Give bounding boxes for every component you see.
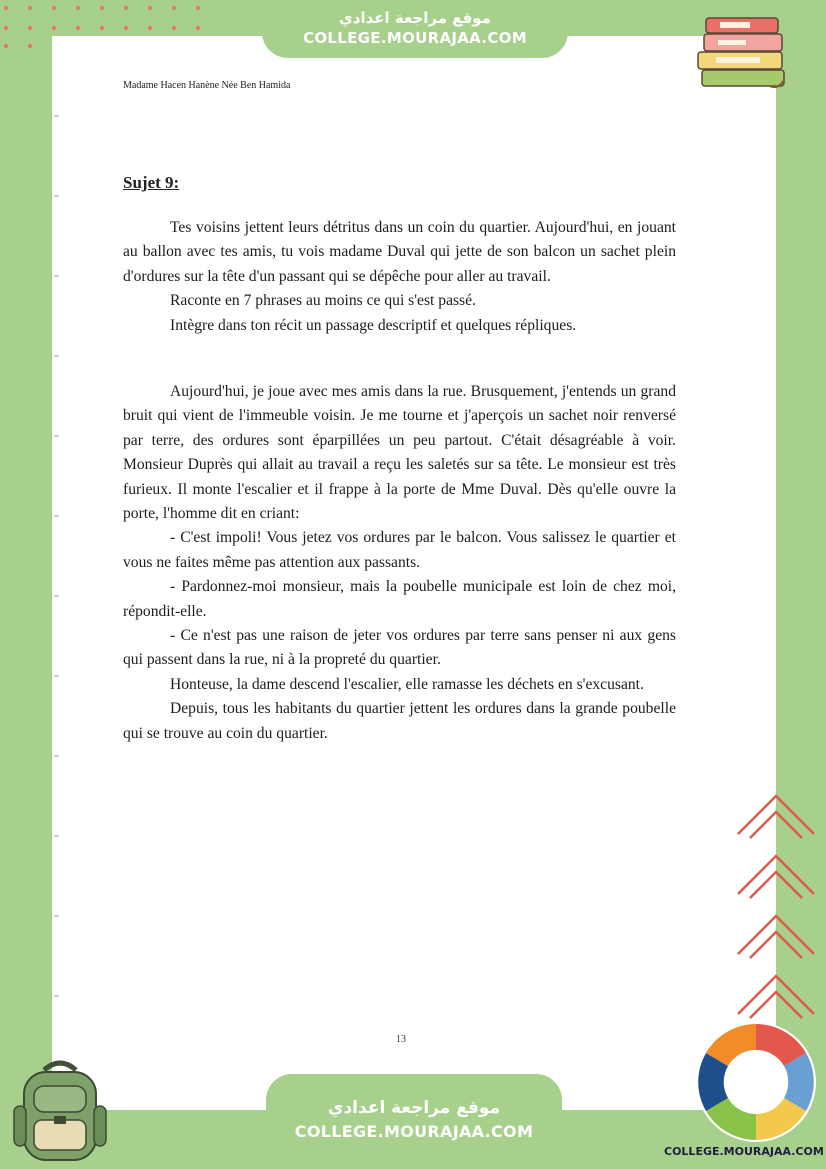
site-arabic-name: موقع مراجعة اعدادي [339,9,491,27]
chevrons-icon [730,790,822,1030]
subject-title: Sujet 9: [123,173,180,192]
assignment-prompt [123,216,676,338]
logo-url[interactable]: COLLEGE.MOURAJAA.COM [664,1145,824,1158]
site-arabic-name: موقع مراجعة اعدادي [327,1098,501,1118]
site-url[interactable]: COLLEGE.MOURAJAA.COM [303,29,527,47]
story-conclusion: Depuis, tous les habitants du quartier jettent les ordures dans la grande poubelle qui se trouve au coin du quartier. [123,700,676,742]
school-logo-icon[interactable] [690,1020,822,1160]
story-paragraph: Aujourd'hui, je joue avec mes amis dans la rue. Brusquement, j'entends un grand bruit qui vient de l'immeuble voisin. Je me tourne et j'aperçois un sachet noir renversé par terre, des ordures sont éparpillées un peu partout. C'était désagréable à voir. Monsieur Duprès qui allait au travail a reçu les saletés sur sa tête. Le monsieur est très furieux. Il monte l'escalier et il frappe à la porte de Mme Duval. Dès qu'elle ouvre la porte, l'homme dit en criant: [123,383,676,523]
dialogue-line: - C'est impoli! Vous jetez vos ordures par le balcon. Vous salissez le quartier et vous ne faites même pas attention aux passants. [123,529,676,571]
document-page [52,36,776,1110]
story-text [123,380,676,746]
site-banner-top[interactable] [262,0,568,58]
story-paragraph: Honteuse, la dame descend l'escalier, elle ramasse les déchets en s'excusant. [170,675,644,693]
prompt-instruction-1: Raconte en 7 phrases au moins ce qui s'est passé. [170,292,476,310]
backpack-icon [8,1056,112,1166]
site-url[interactable]: COLLEGE.MOURAJAA.COM [294,1122,534,1141]
dialogue-line: - Ce n'est pas une raison de jeter vos ordures par terre sans penser ni aux gens qui passent dans la rue, ni à la propreté du quartier. [123,627,676,669]
books-icon [692,12,792,94]
prompt-situation: Tes voisins jettent leurs détritus dans un coin du quartier. Aujourd'hui, en jouant au ballon avec tes amis, tu vois madame Duval qui jette de son balcon un sachet plein d'ordures sur la tête d'un passant qui se dépêche pour aller au travail. [123,219,676,285]
page-number: 13 [396,1034,406,1045]
dialogue-line: - Pardonnez-moi monsieur, mais la poubelle municipale est loin de chez moi, répondit-elle. [123,578,676,620]
scan-margin-marks [52,36,62,1110]
author-header: Madame Hacen Hanène Née Ben Hamida [123,80,291,91]
prompt-instruction-2: Intègre dans ton récit un passage descriptif et quelques répliques. [170,316,577,334]
site-banner-bottom[interactable] [266,1074,562,1169]
